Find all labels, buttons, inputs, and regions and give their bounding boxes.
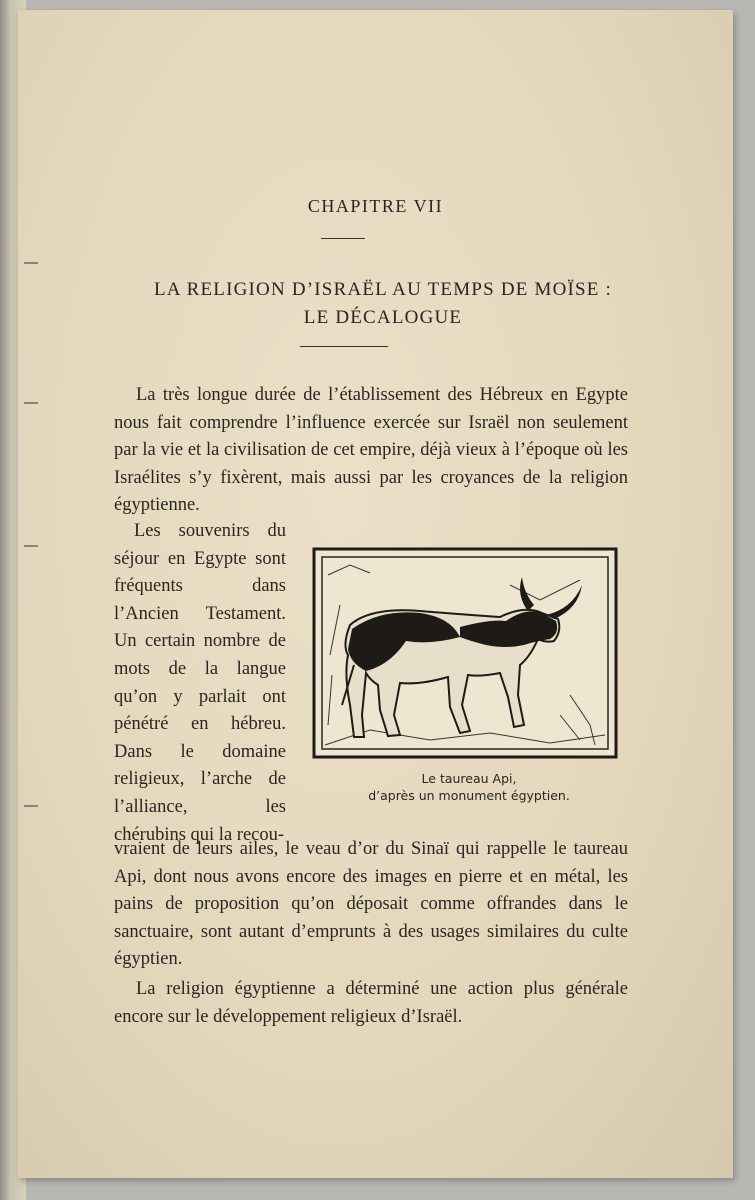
paragraph-intro: La très longue durée de l’établissement des Hébreux en Egypte nous fait comprendre l’influence exercée sur Israël non seulement par la vie et la civilisation de cet empire, déjà vieux à l’époque où les Israélites s’y fixèrent, mais aussi par les croyances de la religion égyptienne. bbox=[114, 385, 628, 516]
chapter-heading: CHAPITRE VII bbox=[307, 196, 444, 216]
binding-stitch bbox=[24, 805, 38, 807]
figure-caption bbox=[310, 770, 628, 804]
title-rule bbox=[300, 346, 388, 347]
binding-stitch bbox=[24, 262, 38, 264]
bull-apis-illustration bbox=[310, 545, 620, 761]
binding-stitch bbox=[24, 402, 38, 404]
paragraph-souvenirs bbox=[114, 518, 286, 849]
chapter-title bbox=[58, 276, 708, 332]
chapter-rule bbox=[321, 238, 365, 239]
paragraph-souvenirs-text: Les souvenirs du séjour en Egypte sont fréquents dans l’Ancien Testament. Un certain nombre de mots de la langue qu’on y parlait ont pénétré en hébreu. Dans le domaine religieux, l’arche de l’alliance, les chérubins qui la recou- bbox=[114, 521, 286, 845]
book-page bbox=[18, 10, 733, 1178]
chapter-title-line2: LE DÉCALOGUE bbox=[303, 307, 463, 328]
chapter-title-line1: LA RELIGION D’ISRAËL AU TEMPS DE MOÏSE : bbox=[153, 279, 613, 300]
binding-stitch bbox=[24, 545, 38, 547]
figure-caption-line2: d’après un monument égyptien. bbox=[368, 788, 570, 803]
paragraph-continuation: vraient de leurs ailes, le veau d’or du Sinaï qui rappelle le taureau Api, dont nous avons encore des images en pierre et en métal, les pains de proposition qu’on déposait comme offrandes dans le sanctuaire, sont autant d’emprunts à des usages similaires du culte égyptien. bbox=[114, 839, 628, 970]
paragraph-conclusion: La religion égyptienne a déterminé une action plus générale encore sur le développement religieux d’Israël. bbox=[114, 979, 628, 1027]
figure-caption-line1: Le taureau Api, bbox=[421, 771, 517, 786]
